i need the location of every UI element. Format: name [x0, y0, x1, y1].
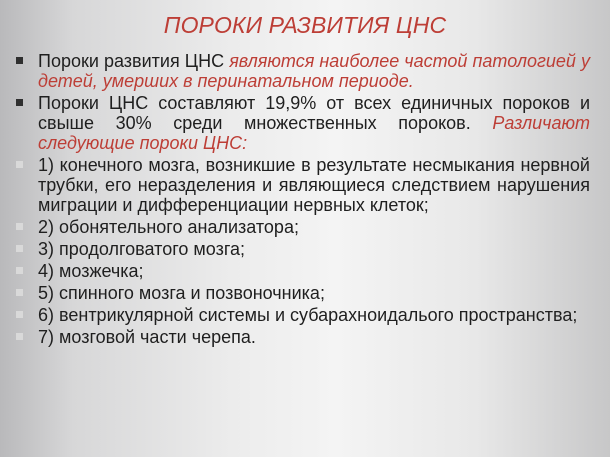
square-bullet-icon	[16, 245, 23, 252]
square-bullet-icon	[16, 267, 23, 274]
slide-title: ПОРОКИ РАЗВИТИЯ ЦНС	[163, 12, 447, 38]
item-text: 3) продолговатого мозга;	[38, 239, 246, 259]
item-emphasis-text: являются наиболее частой патологией у детей, умерших в перинатальном периоде.	[38, 51, 590, 91]
square-bullet-icon	[16, 223, 23, 230]
square-bullet-icon	[16, 161, 23, 168]
list-item-forebrain	[20, 155, 590, 215]
square-bullet-icon	[16, 289, 23, 296]
list-item-skull	[20, 327, 590, 347]
item-text: 7) мозговой части черепа.	[38, 327, 256, 347]
item-lead-text: Пороки ЦНС составляют 19,9% от всех единичных пороков и свыше 30% среди множественных пороков.	[38, 93, 590, 133]
item-emphasis-text: Различают следующие пороки ЦНС:	[38, 113, 590, 153]
list-item-statistics	[20, 93, 590, 153]
item-lead-text: Пороки развития ЦНС	[38, 51, 230, 71]
list-item-olfactory-analyzer	[20, 217, 590, 237]
square-bullet-icon	[16, 311, 23, 318]
item-text: 5) спинного мозга и позвоночника;	[38, 283, 325, 303]
slide-content	[20, 51, 590, 347]
list-item-prevalence	[20, 51, 590, 91]
square-bullet-icon	[16, 99, 23, 106]
list-item-cerebellum	[20, 261, 590, 281]
list-item-spinal-cord	[20, 283, 590, 303]
item-text: 4) мозжечка;	[38, 261, 144, 281]
square-bullet-icon	[16, 333, 23, 340]
square-bullet-icon	[16, 57, 23, 64]
item-text: 2) обонятельного анализатора;	[38, 217, 299, 237]
list-item-medulla	[20, 239, 590, 259]
item-text: 1) конечного мозга, возникшие в результате несмыкания нервной трубки, его неразделения и являющиеся следствием нарушения миграции и дифференциации нервных клеток;	[38, 155, 590, 215]
list-item-ventricular-system	[20, 305, 590, 325]
item-text: 6) вентрикулярной системы и субарахноидалього пространства;	[38, 305, 578, 325]
